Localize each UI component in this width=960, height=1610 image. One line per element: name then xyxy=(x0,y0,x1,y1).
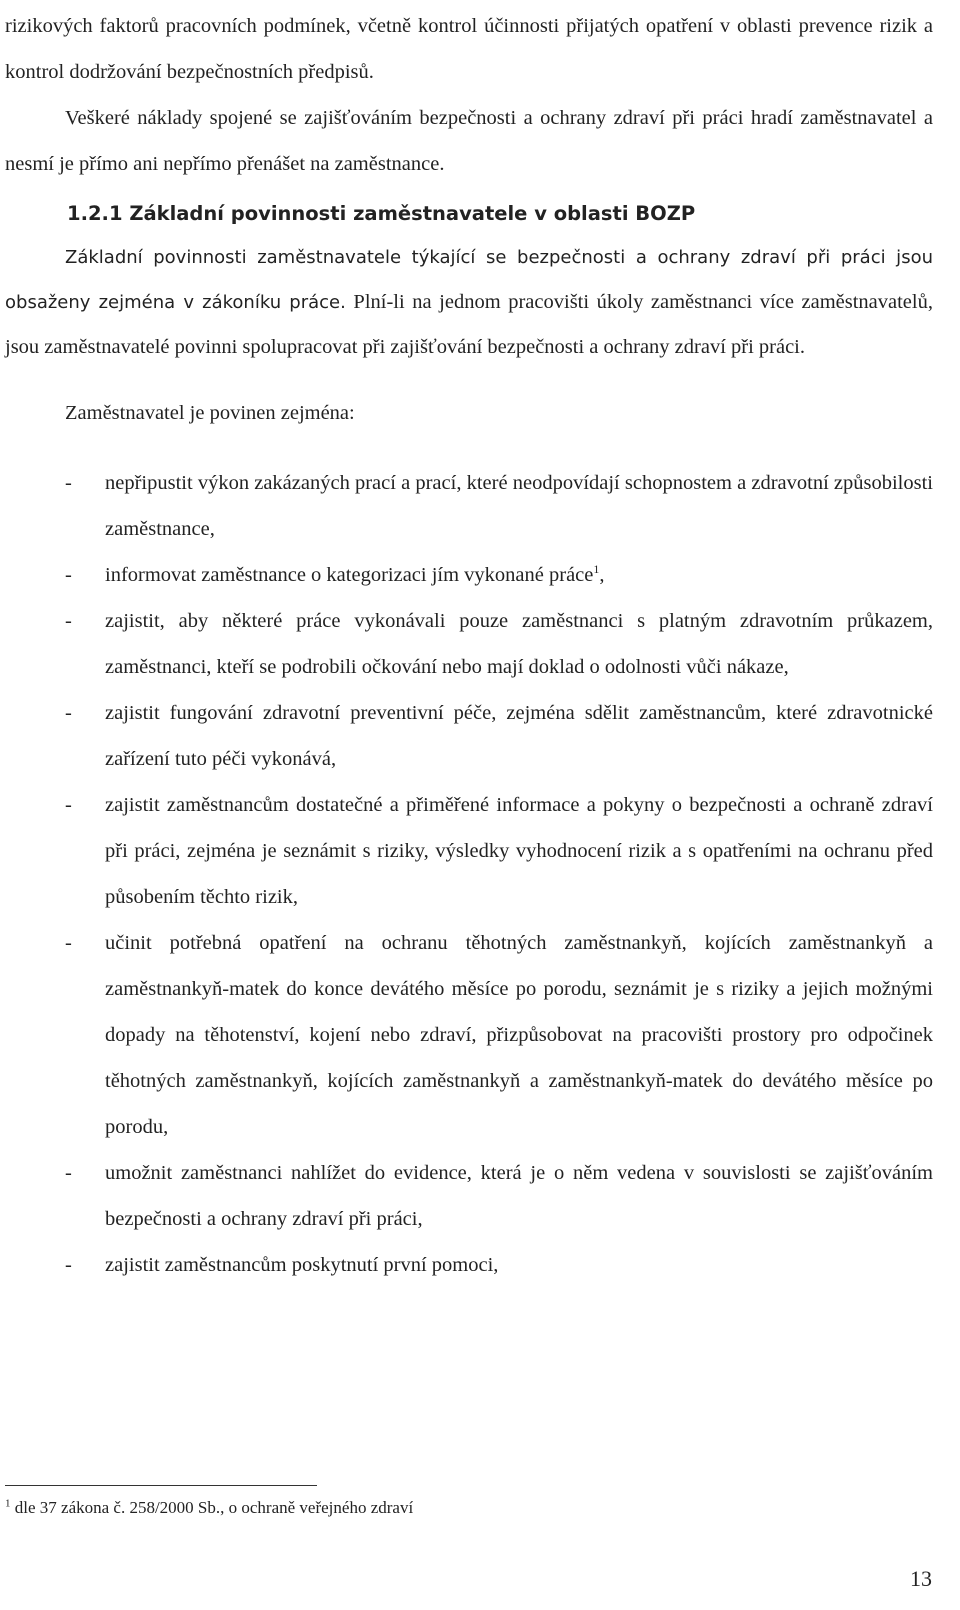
list-item: - nepřipustit výkon zakázaných prací a prací, které neodpovídají schopnostem a zdravotní způsobilosti zaměstnance, xyxy=(5,460,933,552)
footnote-separator xyxy=(5,1485,317,1486)
list-item: - učinit potřebná opatření na ochranu těhotných zaměstnankyň, kojících zaměstnankyň a zaměstnankyň-matek do konce devátého měsíce po porodu, seznámit je s riziky a jejich možnými dopady na těhotenství, kojení nebo zdraví, přizpůsobovat na pracovišti prostory pro odpočinek těhotných zaměstnankyň, kojících zaměstnankyň a zaměstnankyň-matek do devátého měsíce po porodu, xyxy=(5,920,933,1150)
duties-list xyxy=(5,460,933,1288)
list-dash: - xyxy=(65,932,72,954)
list-item: - informovat zaměstnance o kategorizaci jím vykonané práce$^1$, xyxy=(5,552,933,598)
section-number: 1.2.1 xyxy=(67,202,123,225)
footnote-reference[interactable]: 1 xyxy=(593,562,600,577)
list-item: - zajistit, aby některé práce vykonávali pouze zaměstnanci s platným zdravotním průkazem, zaměstnanci, kteří se podrobili očkování nebo mají doklad o odolnosti vůči nákaze, xyxy=(5,598,933,690)
list-item: - umožnit zaměstnanci nahlížet do evidence, která je o něm vedena v souvislosti se zajišťováním bezpečnosti a ochrany zdraví při práci, xyxy=(5,1150,933,1242)
section-title: Základní povinnosti zaměstnavatele v oblasti BOZP xyxy=(129,202,696,225)
list-dash: - xyxy=(65,564,72,586)
list-dash: - xyxy=(65,1162,72,1184)
list-item: - zajistit zaměstnancům dostatečné a přiměřené informace a pokyny o bezpečnosti a ochraně zdraví při práci, zejména je seznámit s riziky, výsledky vyhodnocení rizik a s opatřeními na ochranu před působením těchto rizik, xyxy=(5,782,933,920)
section-heading xyxy=(67,192,933,236)
page-number: 13 xyxy=(910,1566,932,1591)
lead-paragraph xyxy=(5,236,933,370)
list-dash: - xyxy=(65,1254,72,1276)
continuation-paragraph: rizikových faktorů pracovních podmínek, včetně kontrol účinnosti přijatých opatření v oblasti prevence rizik a kontrol dodržování bezpečnostních předpisů. xyxy=(5,15,933,83)
list-dash: - xyxy=(65,610,72,632)
list-item: - zajistit zaměstnancům poskytnutí první pomoci, xyxy=(5,1242,933,1288)
list-item: - zajistit fungování zdravotní preventivní péče, zejména sdělit zaměstnancům, které zdravotnické zařízení tuto péči vykonává, xyxy=(5,690,933,782)
list-intro: Zaměstnavatel je povinen zejména: xyxy=(65,402,355,424)
document-page xyxy=(5,0,933,1288)
list-dash: - xyxy=(65,702,72,724)
lead-part-2: Plní-li na jednom pracovišti úkoly zaměstnanci více zaměstnavatelů, jsou zaměstnavatelé povinni spolupracovat při zajišťování bezpečnosti a ochrany zdraví při práci. xyxy=(5,291,933,358)
list-dash: - xyxy=(65,472,72,494)
lead-part-1: Základní povinnosti zaměstnavatele týkající se bezpečnosti a ochrany zdraví při práci jsou obsaženy zejména v zákoníku práce. xyxy=(5,247,933,313)
list-dash: - xyxy=(65,794,72,816)
costs-paragraph: Veškeré náklady spojené se zajišťováním bezpečnosti a ochrany zdraví při práci hradí zaměstnavatel a nesmí je přímo ani nepřímo přenášet na zaměstnance. xyxy=(5,107,933,175)
footnote xyxy=(5,1496,805,1520)
footnote-marker: 1 xyxy=(5,1497,11,1510)
footnote-text: dle 37 zákona č. 258/2000 Sb., o ochraně veřejného zdraví xyxy=(10,1498,414,1517)
